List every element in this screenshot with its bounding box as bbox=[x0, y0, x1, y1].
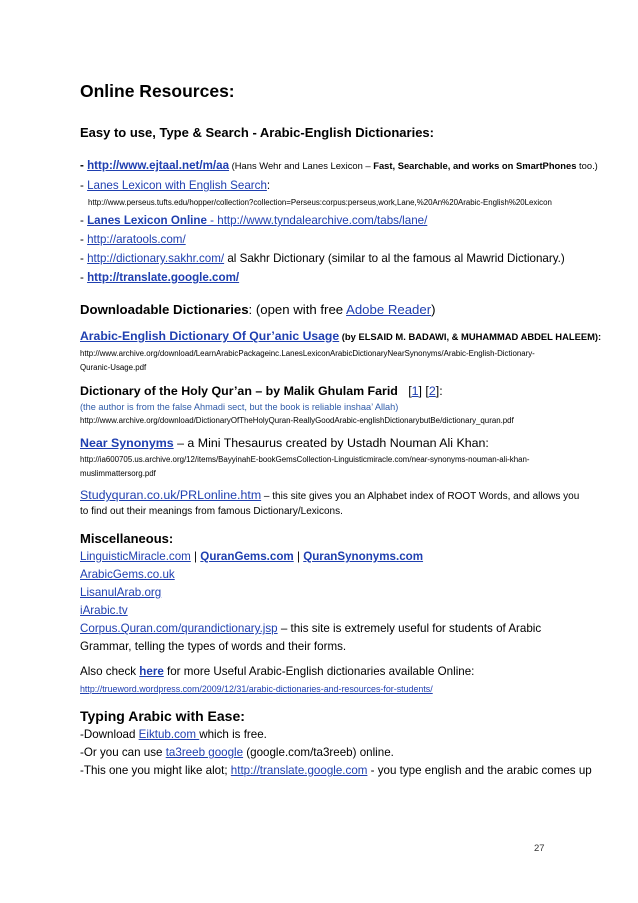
page-number: 27 bbox=[534, 843, 545, 854]
eiktub-link[interactable]: Eiktub.com bbox=[138, 728, 200, 741]
downloadable-text: : (open with free bbox=[248, 302, 347, 317]
downloadable-title: Downloadable Dictionaries bbox=[80, 302, 249, 317]
bracket: ]: bbox=[435, 384, 443, 398]
dict3-url-2: muslimmattersorg.pdf bbox=[80, 469, 156, 478]
near-synonyms-link[interactable]: Near Synonyms bbox=[80, 436, 174, 450]
dict4-line-2: to find out their meanings from famous Dictionary/Lexicons. bbox=[80, 506, 343, 517]
also-text: for more Useful Arabic-English dictionaries available Online: bbox=[163, 665, 475, 678]
dict1-url-1: http://www.archive.org/download/LearnArabicPackageinc.LanesLexiconArabicDictionaryNearSynonyms/Arabic-English-Dictionary- bbox=[80, 349, 535, 358]
online-line-7 bbox=[80, 271, 239, 284]
dict3-title bbox=[80, 436, 489, 450]
dict3-url-1: http://ia600705.us.archive.org/12/items/BayyinahE-bookGemsCollection-Linguisticmiracle.com/near-synonyms-nouman-ali-khan- bbox=[80, 455, 530, 464]
dash: - bbox=[80, 271, 88, 284]
dict2-note: (the author is from the false Ahmadi sect, but the book is reliable inshaa’ Allah) bbox=[80, 402, 399, 412]
misc-line-6: Grammar, telling the types of words and their forms. bbox=[80, 640, 347, 653]
misc-line-2 bbox=[80, 568, 175, 581]
perseus-url: http://www.perseus.tufts.edu/hopper/collection?collection=Perseus:corpus:perseus,work,Lane,%20An%20Arabic-English%20Lexicon bbox=[88, 198, 552, 207]
online-line-4 bbox=[80, 214, 427, 227]
online-line-1 bbox=[80, 159, 598, 172]
dict2-ref-1[interactable]: 1 bbox=[411, 384, 419, 398]
dict2-name: Dictionary of the Holy Qur’an – by Malik Ghulam Farid bbox=[80, 384, 398, 398]
dash: - bbox=[80, 233, 88, 246]
dict1-authors: (by ELSAID M. BADAWI, & MUHAMMAD ABDEL HALEEM): bbox=[339, 331, 602, 342]
bracket: ] [ bbox=[418, 384, 429, 398]
sakhr-link[interactable]: http://dictionary.sakhr.com/ bbox=[87, 252, 225, 265]
downloadable-heading bbox=[80, 302, 436, 317]
google-translate-link[interactable]: http://translate.google.com/ bbox=[87, 271, 240, 284]
also-check-line bbox=[80, 665, 474, 678]
t1-text: which is free. bbox=[199, 728, 267, 741]
linguistic-miracle-link[interactable]: LinguisticMiracle.com bbox=[80, 550, 191, 563]
trueword-url bbox=[80, 684, 433, 694]
dict1-title bbox=[80, 329, 601, 343]
t3-pre: -This one you might like alot; bbox=[80, 764, 231, 777]
adobe-reader-link[interactable]: Adobe Reader bbox=[346, 302, 432, 317]
trueword-link[interactable]: http://trueword.wordpress.com/2009/12/31/arabic-dictionaries-and-resources-for-students/ bbox=[80, 684, 433, 694]
note-end: too.) bbox=[576, 160, 598, 171]
separator: | bbox=[190, 550, 201, 563]
dict4-text: – this site gives you an Alphabet index of ROOT Words, and allows you bbox=[261, 491, 580, 502]
iarabic-link[interactable]: iArabic.tv bbox=[80, 604, 128, 617]
typing-line-2 bbox=[80, 746, 394, 759]
dict1-url-2: Quranic-Usage.pdf bbox=[80, 363, 147, 372]
space bbox=[398, 384, 408, 398]
dict4-line-1 bbox=[80, 488, 579, 502]
corpus-quran-link[interactable]: Corpus.Quran.com/qurandictionary.jsp bbox=[80, 622, 278, 635]
here-link[interactable]: here bbox=[139, 665, 164, 678]
quransynonyms-link[interactable]: QuranSynonyms.com bbox=[303, 550, 424, 563]
typing-heading: Typing Arabic with Ease: bbox=[80, 708, 245, 724]
misc-heading: Miscellaneous: bbox=[80, 531, 174, 546]
online-line-5 bbox=[80, 233, 186, 246]
dash: - bbox=[80, 179, 88, 192]
dash: - bbox=[80, 214, 88, 227]
also-pre: Also check bbox=[80, 665, 140, 678]
misc-line-3 bbox=[80, 586, 161, 599]
sakhr-text: al Sakhr Dictionary (similar to al the famous al Mawrid Dictionary.) bbox=[224, 252, 565, 265]
dash: - bbox=[80, 252, 88, 265]
paren: ) bbox=[431, 302, 436, 317]
t1-pre: -Download bbox=[80, 728, 139, 741]
online-line-2 bbox=[80, 179, 270, 192]
misc-line-5 bbox=[80, 622, 541, 635]
t2-pre: -Or you can use bbox=[80, 746, 166, 759]
typing-line-1 bbox=[80, 728, 267, 741]
lisanularab-link[interactable]: LisanulArab.org bbox=[80, 586, 162, 599]
arabicgems-link[interactable]: ArabicGems.co.uk bbox=[80, 568, 175, 581]
colon: : bbox=[266, 179, 271, 192]
misc-line-4 bbox=[80, 604, 128, 617]
lanes-online-link[interactable]: Lanes Lexicon Online bbox=[87, 214, 207, 227]
quranic-usage-link[interactable]: Arabic-English Dictionary Of Qur’anic Usage bbox=[80, 329, 340, 343]
dash: - bbox=[80, 159, 88, 172]
typing-line-3 bbox=[80, 764, 592, 777]
bracket: [ bbox=[408, 384, 412, 398]
t3-text: - you type english and the arabic comes up bbox=[367, 764, 592, 777]
corpus-text: – this site is extremely useful for students of Arabic bbox=[277, 622, 542, 635]
misc-line-1 bbox=[80, 550, 423, 563]
ta3reeb-link[interactable]: ta3reeb google bbox=[165, 746, 244, 759]
tyndale-link[interactable]: - http://www.tyndalearchive.com/tabs/lane/ bbox=[206, 214, 428, 227]
online-line-6 bbox=[80, 252, 565, 265]
qurangems-link[interactable]: QuranGems.com bbox=[200, 550, 294, 563]
online-heading: Easy to use, Type & Search - Arabic-English Dictionaries: bbox=[80, 125, 434, 140]
studyquran-link[interactable]: Studyquran.co.uk/PRLonline.htm bbox=[80, 488, 262, 502]
separator: | bbox=[293, 550, 304, 563]
dict2-url: http://www.archive.org/download/DictionaryOfTheHolyQuran-ReallyGoodArabic-englishDictionarybutBe/dictionary_quran.pdf bbox=[80, 416, 514, 425]
t2-text: (google.com/ta3reeb) online. bbox=[243, 746, 394, 759]
page-title: Online Resources: bbox=[80, 81, 235, 101]
aratools-link[interactable]: http://aratools.com/ bbox=[87, 233, 186, 246]
ejtaal-link[interactable]: http://www.ejtaal.net/m/aa bbox=[87, 159, 230, 172]
dict3-text: – a Mini Thesaurus created by Ustadh Nouman Ali Khan: bbox=[173, 436, 489, 450]
note: (Hans Wehr and Lanes Lexicon – bbox=[229, 160, 374, 171]
translate-link[interactable]: http://translate.google.com bbox=[230, 764, 368, 777]
dict2-title bbox=[80, 384, 443, 398]
lanes-search-link[interactable]: Lanes Lexicon with English Search bbox=[87, 179, 267, 192]
note-bold: Fast, Searchable, and works on SmartPhones bbox=[373, 160, 577, 171]
dict2-ref-2[interactable]: 2 bbox=[428, 384, 436, 398]
